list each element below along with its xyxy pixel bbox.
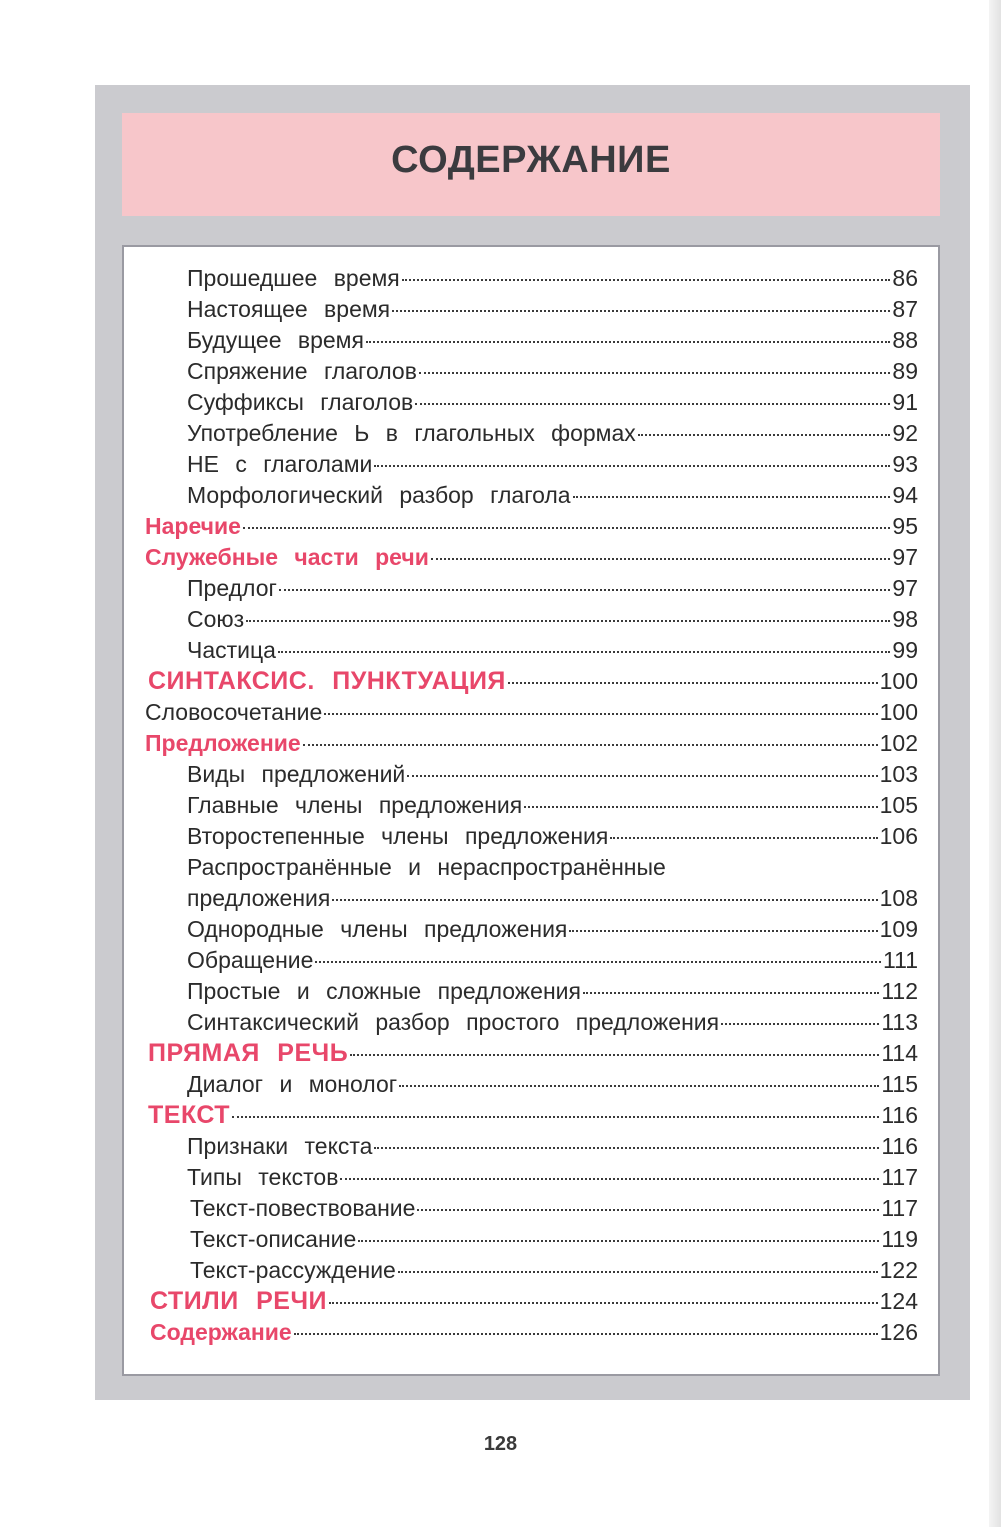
toc-entry[interactable] — [145, 698, 918, 726]
toc-entry-label: Второстепенные члены предложения — [187, 823, 609, 849]
toc-entry-page: 115 — [881, 1071, 918, 1097]
toc-entry-label: Союз — [187, 606, 245, 632]
toc-entry-page: 114 — [881, 1040, 918, 1066]
toc-entry-label: СИНТАКСИС. ПУНКТУАЦИЯ — [148, 667, 506, 695]
toc-entry[interactable] — [187, 946, 918, 974]
toc-entry[interactable] — [190, 1194, 918, 1222]
toc-leader-dots — [407, 775, 877, 777]
toc-entry-label: Морфологический разбор глагола — [187, 482, 571, 508]
toc-entry[interactable] — [187, 605, 918, 633]
toc-entry-page: 119 — [881, 1226, 918, 1252]
toc-leader-dots — [246, 620, 890, 622]
toc-entry-page: 100 — [879, 668, 918, 694]
toc-entry-label: СТИЛИ РЕЧИ — [150, 1287, 328, 1315]
toc-entry-page: 94 — [892, 482, 918, 508]
toc-entry-page: 88 — [892, 327, 918, 353]
toc-entry-label: Словосочетание — [145, 699, 323, 725]
toc-leader-dots — [638, 434, 891, 436]
toc-leader-dots — [294, 1333, 878, 1335]
toc-leader-dots — [415, 403, 890, 405]
toc-entry-label: Текст-повествование — [190, 1195, 416, 1221]
toc-leader-dots — [374, 1147, 879, 1149]
toc-entry-label: Содержание — [150, 1319, 292, 1345]
toc-entry-page: 97 — [892, 544, 918, 570]
toc-entry-label: Спряжение глаголов — [187, 358, 417, 384]
toc-entry-label: Текст-описание — [190, 1226, 357, 1252]
toc-entry[interactable] — [187, 1070, 918, 1098]
toc-section-entry[interactable] — [145, 512, 918, 540]
toc-entry-page: 116 — [881, 1102, 918, 1128]
toc-entry[interactable] — [187, 357, 918, 385]
toc-entry-page: 98 — [892, 606, 918, 632]
toc-leader-dots — [374, 465, 890, 467]
toc-entry-page: 95 — [892, 513, 918, 539]
page-title: СОДЕРЖАНИЕ — [391, 139, 671, 181]
toc-entry-label: Простые и сложные предложения — [187, 978, 581, 1004]
toc-entry-label: Наречие — [145, 513, 241, 539]
toc-entry[interactable] — [187, 915, 918, 943]
toc-leader-dots — [340, 1178, 879, 1180]
toc-leader-dots — [417, 1209, 879, 1211]
toc-entry-label: Настоящее время — [187, 296, 391, 322]
toc-entry-label: Предложение — [145, 730, 301, 756]
toc-entry[interactable] — [187, 450, 918, 478]
toc-entry[interactable] — [187, 884, 918, 912]
toc-entry[interactable] — [190, 1256, 918, 1284]
toc-entry-page: 92 — [892, 420, 918, 446]
toc-entry[interactable] — [187, 419, 918, 447]
toc-leader-dots — [524, 806, 877, 808]
toc-entry-page: 93 — [892, 451, 918, 477]
toc-entry-label: Признаки текста — [187, 1133, 373, 1159]
toc-leader-dots — [583, 992, 879, 994]
toc-entry[interactable] — [187, 326, 918, 354]
toc-chapter-entry[interactable] — [148, 1101, 918, 1129]
toc-entry-label: Однородные члены предложения — [187, 916, 568, 942]
page-edge-shadow — [989, 0, 1001, 1527]
toc-leader-dots — [243, 527, 890, 529]
toc-leader-dots — [358, 1240, 879, 1242]
toc-leader-dots — [398, 1271, 878, 1273]
toc-leader-dots — [508, 682, 878, 684]
toc-chapter-entry[interactable] — [150, 1287, 918, 1315]
toc-entry[interactable] — [187, 295, 918, 323]
toc-entry-page: 97 — [892, 575, 918, 601]
toc-entry-page: 111 — [883, 947, 918, 973]
toc-entry[interactable] — [190, 1225, 918, 1253]
toc-entry-label: НЕ с глаголами — [187, 451, 373, 477]
toc-leader-dots — [279, 589, 891, 591]
toc-entry-label: Будущее время — [187, 327, 364, 353]
toc-entry-page: 117 — [881, 1195, 918, 1221]
page-number: 128 — [483, 1433, 518, 1455]
toc-entry-page: 126 — [879, 1319, 918, 1345]
toc-entry-label: Главные члены предложения — [187, 792, 523, 818]
toc-entry-label: ПРЯМАЯ РЕЧЬ — [148, 1039, 349, 1067]
toc-entry-page: 99 — [892, 637, 918, 663]
toc-entry-label-line1: Распространённые и нераспространённые — [187, 854, 666, 880]
toc-entry[interactable] — [187, 822, 918, 850]
toc-chapter-entry[interactable] — [148, 1039, 918, 1067]
toc-entry-label: Обращение — [187, 947, 314, 973]
toc-chapter-entry[interactable] — [148, 667, 918, 695]
toc-entry[interactable] — [187, 574, 918, 602]
toc-leader-dots — [431, 558, 891, 560]
toc-entry-label: Диалог и монолог — [187, 1071, 398, 1097]
toc-leader-dots — [332, 899, 877, 901]
toc-entry-wrap-line — [187, 853, 918, 881]
toc-entry-label: Синтаксический разбор простого предложения — [187, 1009, 720, 1035]
toc-leader-dots — [573, 496, 891, 498]
toc-entry-label: Типы текстов — [187, 1164, 339, 1190]
toc-section-entry[interactable] — [150, 1318, 918, 1346]
toc-leader-dots — [721, 1023, 879, 1025]
toc-entry-label: Суффиксы глаголов — [187, 389, 414, 415]
toc-entry-page: 102 — [879, 730, 918, 756]
toc-entry-label: Служебные части речи — [145, 544, 429, 570]
toc-leader-dots — [610, 837, 877, 839]
toc-leader-dots — [366, 341, 890, 343]
toc-leader-dots — [329, 1302, 878, 1304]
toc-leader-dots — [324, 713, 877, 715]
toc-leader-dots — [402, 279, 891, 281]
toc-entry[interactable] — [187, 1132, 918, 1160]
toc-entry[interactable] — [187, 791, 918, 819]
toc-entry[interactable] — [187, 760, 918, 788]
toc-entry-label: Виды предложений — [187, 761, 406, 787]
toc-leader-dots — [315, 961, 881, 963]
toc-leader-dots — [392, 310, 890, 312]
toc-leader-dots — [350, 1054, 879, 1056]
toc-entry[interactable] — [187, 1163, 918, 1191]
toc-entry-page: 112 — [881, 978, 918, 1004]
toc-entry-label: предложения — [187, 885, 331, 911]
toc-entry-page: 117 — [881, 1164, 918, 1190]
toc-entry-label: Текст-рассуждение — [190, 1257, 396, 1283]
toc-entry-label: Частица — [187, 637, 276, 663]
toc-entry[interactable] — [187, 481, 918, 509]
toc-entry-page: 113 — [881, 1009, 918, 1035]
toc-entry-page: 100 — [879, 699, 918, 725]
toc-entry-page: 89 — [892, 358, 918, 384]
toc-section-entry[interactable] — [145, 543, 918, 571]
toc-entry-page: 91 — [892, 389, 918, 415]
toc-entry-page: 116 — [881, 1133, 918, 1159]
toc-leader-dots — [569, 930, 877, 932]
toc-leader-dots — [399, 1085, 879, 1087]
toc-leader-dots — [278, 651, 890, 653]
toc-entry-page: 122 — [879, 1257, 918, 1283]
toc-leader-dots — [419, 372, 890, 374]
toc-entry-page: 86 — [892, 265, 918, 291]
toc-leader-dots — [303, 744, 878, 746]
toc-entry-label: Употребление Ь в глагольных формах — [187, 420, 636, 446]
toc-entry[interactable] — [187, 1008, 918, 1036]
toc-entry-label: Прошедшее время — [187, 265, 400, 291]
toc-entry-label: Предлог — [187, 575, 277, 601]
toc-entry[interactable] — [187, 388, 918, 416]
toc-entry-page: 105 — [879, 792, 918, 818]
toc-entry-page: 87 — [892, 296, 918, 322]
toc-section-entry[interactable] — [145, 729, 918, 757]
header-band — [122, 113, 940, 216]
toc-leader-dots — [232, 1116, 879, 1118]
toc-entry[interactable] — [187, 264, 918, 292]
toc-entry-page: 108 — [879, 885, 918, 911]
toc-entry-page: 106 — [879, 823, 918, 849]
toc-entry[interactable] — [187, 977, 918, 1005]
toc-entry-label: ТЕКСТ — [148, 1101, 231, 1129]
toc-entry-page: 103 — [879, 761, 918, 787]
toc-entry-page: 124 — [879, 1288, 918, 1314]
toc-entry-page: 109 — [879, 916, 918, 942]
toc-entry[interactable] — [187, 636, 918, 664]
